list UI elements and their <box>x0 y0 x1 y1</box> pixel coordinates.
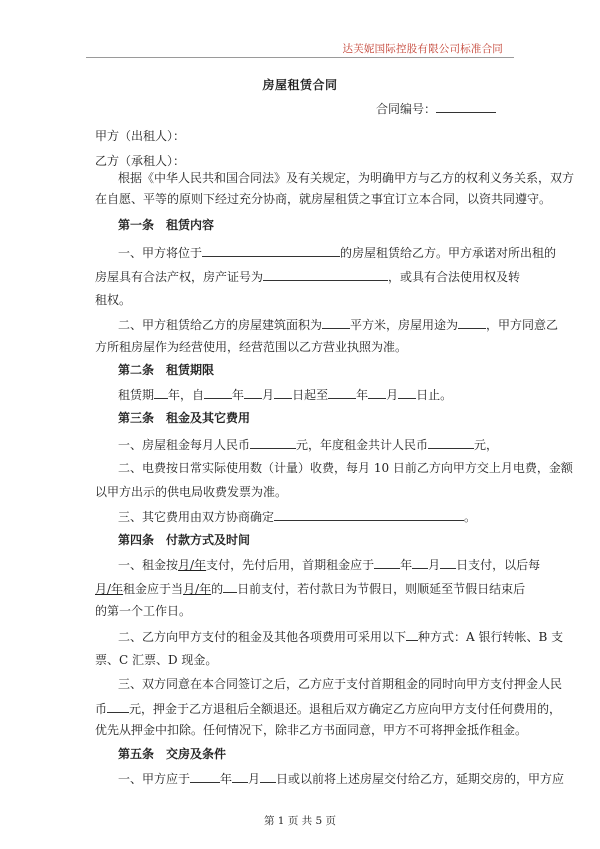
article-4-para-3-line-2: 币 元，押金于乙方退租后全额退还。退租后双方确定乙方应向甲方支付任何费用的， <box>95 702 562 716</box>
article-4-para-3-line-1: 三、双方同意在本合同签订之后，乙方应于支付首期租金的同时向甲方支付押金人民 <box>118 677 563 691</box>
article-4-para-1-line-3: 的第一个工作日。 <box>95 604 192 618</box>
header-rule <box>86 57 514 58</box>
intro-line-1: 根据《中华人民共和国合同法》及有关规定，为明确甲方与乙方的权利义务关系，双方 <box>118 171 575 185</box>
contract-number-label: 合同编号： <box>376 102 437 116</box>
contract-number-blank <box>436 100 496 113</box>
article-5-para-1-line-1: 一、甲方应于 年 月 日或以前将上述房屋交付给乙方，延期交房的，甲方应 <box>118 772 565 786</box>
article-4-para-3-line-3: 优先从押金中扣除。任何情况下，除非乙方书面同意，甲方不可将押金抵作租金。 <box>95 723 528 737</box>
intro-line-2: 在自愿、平等的原则下经过充分协商，就房屋租赁之事宜订立本合同，以资共同遵守。 <box>95 192 552 206</box>
article-3-para-2-line-2: 以甲方出示的供电局收费发票为准。 <box>95 485 288 499</box>
article-4-para-2-line-2: 票、C 汇票、D 现金。 <box>95 653 218 667</box>
article-2-term-line: 租赁期 年，自 年 月 日起至 年 月 日止。 <box>118 388 453 402</box>
article-1-title: 第一条 租赁内容 <box>118 218 215 232</box>
article-1-para-1-line-1: 一、甲方将位于 的房屋租赁给乙方。甲方承诺对所出租的 <box>118 246 557 260</box>
article-4-para-2-line-1: 二、乙方向甲方支付的租金及其他各项费用可采用以下 种方式：A 银行转帐、B 支 <box>118 630 564 644</box>
article-3-para-3: 三、其它费用由双方协商确定 。 <box>118 510 477 524</box>
contract-number-line <box>376 100 496 117</box>
document-title: 房屋租赁合同 <box>262 78 338 92</box>
article-4-title: 第四条 付款方式及时间 <box>118 533 251 547</box>
party-a: 甲方（出租人）： <box>95 129 186 143</box>
article-1-para-1-line-2: 房屋具有合法产权，房产证号为 ，或具有合法使用权及转 <box>95 270 521 284</box>
company-header-text: 达芙妮国际控股有限公司标准合同 <box>342 43 503 55</box>
article-3-title: 第三条 租金及其它费用 <box>118 411 251 425</box>
article-2-title: 第二条 租赁期限 <box>118 363 215 377</box>
article-3-para-1: 一、房屋租金每月人民币 元，年度租金共计人民币 元， <box>118 438 499 452</box>
page-header <box>0 0 600 58</box>
page-footer: 第 1 页 共 5 页 <box>263 815 337 827</box>
article-4-para-1-line-1: 一、租金按月/年支付，先付后用，首期租金应于 年 月 日支付，以后每 <box>118 558 541 572</box>
article-5-title: 第五条 交房及条件 <box>118 747 227 761</box>
article-1-para-2-line-2: 方所租房屋作为经营使用，经营范围以乙方营业执照为准。 <box>95 340 408 354</box>
article-3-para-2-line-1: 二、电费按日常实际使用数（计量）收费，每月 10 日前乙方向甲方交上月电费，金额 <box>118 461 573 475</box>
article-4-para-1-line-2: 月/年租金应于当月/年的 日前支付，若付款日为节假日，则顺延至节假日结束后 <box>95 582 526 596</box>
article-1-para-1-line-3: 租权。 <box>95 293 132 307</box>
article-1-para-2-line-1: 二、甲方租赁给乙方的房屋建筑面积为 平方米，房屋用途为 ，甲方同意乙 <box>118 318 559 332</box>
party-b: 乙方（承租人）： <box>95 154 186 168</box>
